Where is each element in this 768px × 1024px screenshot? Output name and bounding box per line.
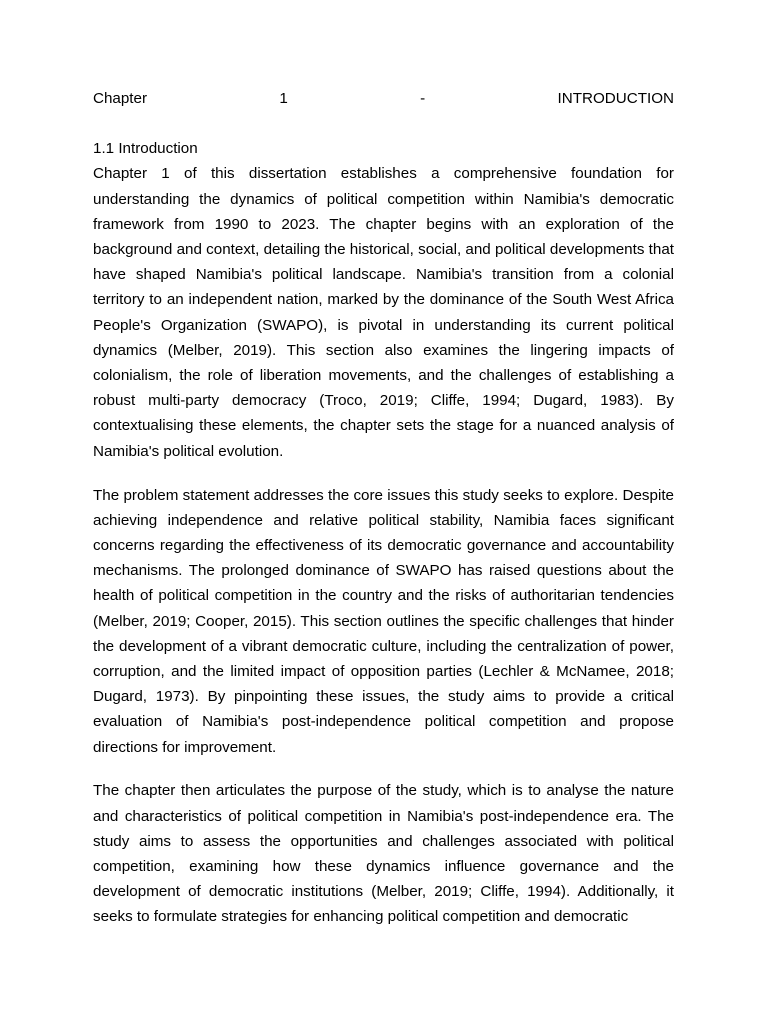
chapter-dash: - (420, 90, 426, 107)
document-page (93, 86, 674, 930)
paragraph: The problem statement addresses the core issues this study seeks to explore. Despite achieving independence and relative political stability, Namibia faces significant concerns regarding the effectiveness of its democratic governance and accountability mechanisms. The prolonged dominance of SWAPO has raised questions about the health of political competition in the country and the risks of authoritarian tendencies (Melber, 2019; Cooper, 2015). This section outlines the specific challenges that hinder the development of a vibrant democratic culture, including the centralization of power, corruption, and the limited impact of opposition parties (Lechler & McNamee, 2018; Dugard, 1973). By pinpointing these issues, the study aims to provide a critical evaluation of Namibia's post-independence political competition and propose directions for improvement. (93, 486, 674, 756)
chapter-number: 1 (279, 90, 288, 107)
chapter-title: INTRODUCTION (557, 90, 674, 107)
section-title: 1.1 Introduction (93, 140, 198, 158)
paragraph: The chapter then articulates the purpose of the study, which is to analyse the nature and characteristics of political competition in Namibia's post-independence era. The study aims to assess the opportunities and challenges associated with political competition, examining how these dynamics influence governance and the development of democratic institutions (Melber, 2019; Cliffe, 1994). Additionally, it seeks to formulate strategies for enhancing political competition and democratic (93, 782, 674, 926)
paragraph: Chapter 1 of this dissertation establishes a comprehensive foundation for understanding the dynamics of political competition within Namibia's democratic framework from 1990 to 2023. The chapter begins with an exploration of the background and context, detailing the historical, social, and political developments that have shaped Namibia's political landscape. Namibia's transition from a colonial territory to an independent nation, marked by the dominance of the South West Africa People's Organization (SWAPO), is pivotal in understanding its current political dynamics (Melber, 2019). This section also examines the lingering impacts of colonialism, the role of liberation movements, and the challenges of establishing a robust multi-party democracy (Troco, 2019; Cliffe, 1994; Dugard, 1983). By contextualising these elements, the chapter sets the stage for a nuanced analysis of Namibia's political evolution. (93, 165, 674, 460)
chapter-heading (93, 86, 674, 111)
chapter-word: Chapter (93, 90, 148, 107)
